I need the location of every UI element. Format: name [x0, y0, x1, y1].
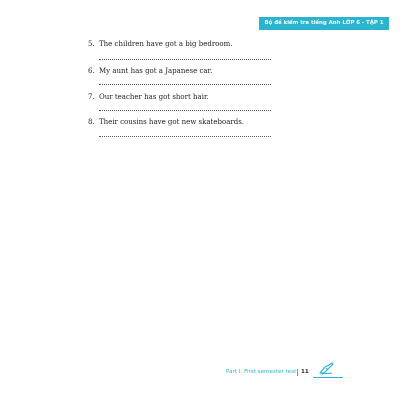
question-number: 8.: [88, 118, 95, 126]
answer-line-5[interactable]: [99, 59, 271, 60]
question-item-6: [88, 67, 212, 75]
writing-hand-icon: [318, 362, 336, 376]
footer-section-label: Part I: First semester test: [226, 369, 297, 375]
page-number: 11: [301, 369, 309, 375]
question-text: My aunt has got a Japanese car.: [99, 67, 213, 75]
header-title: Bộ đề kiểm tra tiếng Anh LỚP 6 - TẬP 1: [259, 17, 389, 30]
question-item-5: [88, 40, 232, 48]
question-item-8: [88, 118, 244, 126]
question-number: 5.: [88, 40, 95, 48]
question-text: Our teacher has got short hair.: [99, 93, 209, 101]
answer-line-6[interactable]: [99, 84, 271, 85]
answer-line-8[interactable]: [99, 136, 271, 137]
question-text: Their cousins have got new skateboards.: [99, 118, 245, 126]
footer-separator: [297, 369, 298, 376]
question-text: The children have got a big bedroom.: [99, 40, 233, 48]
question-number: 7.: [88, 93, 95, 101]
question-number: 6.: [88, 67, 95, 75]
answer-line-7[interactable]: [99, 110, 271, 111]
question-item-7: [88, 93, 209, 101]
footer-rule: [313, 377, 343, 378]
